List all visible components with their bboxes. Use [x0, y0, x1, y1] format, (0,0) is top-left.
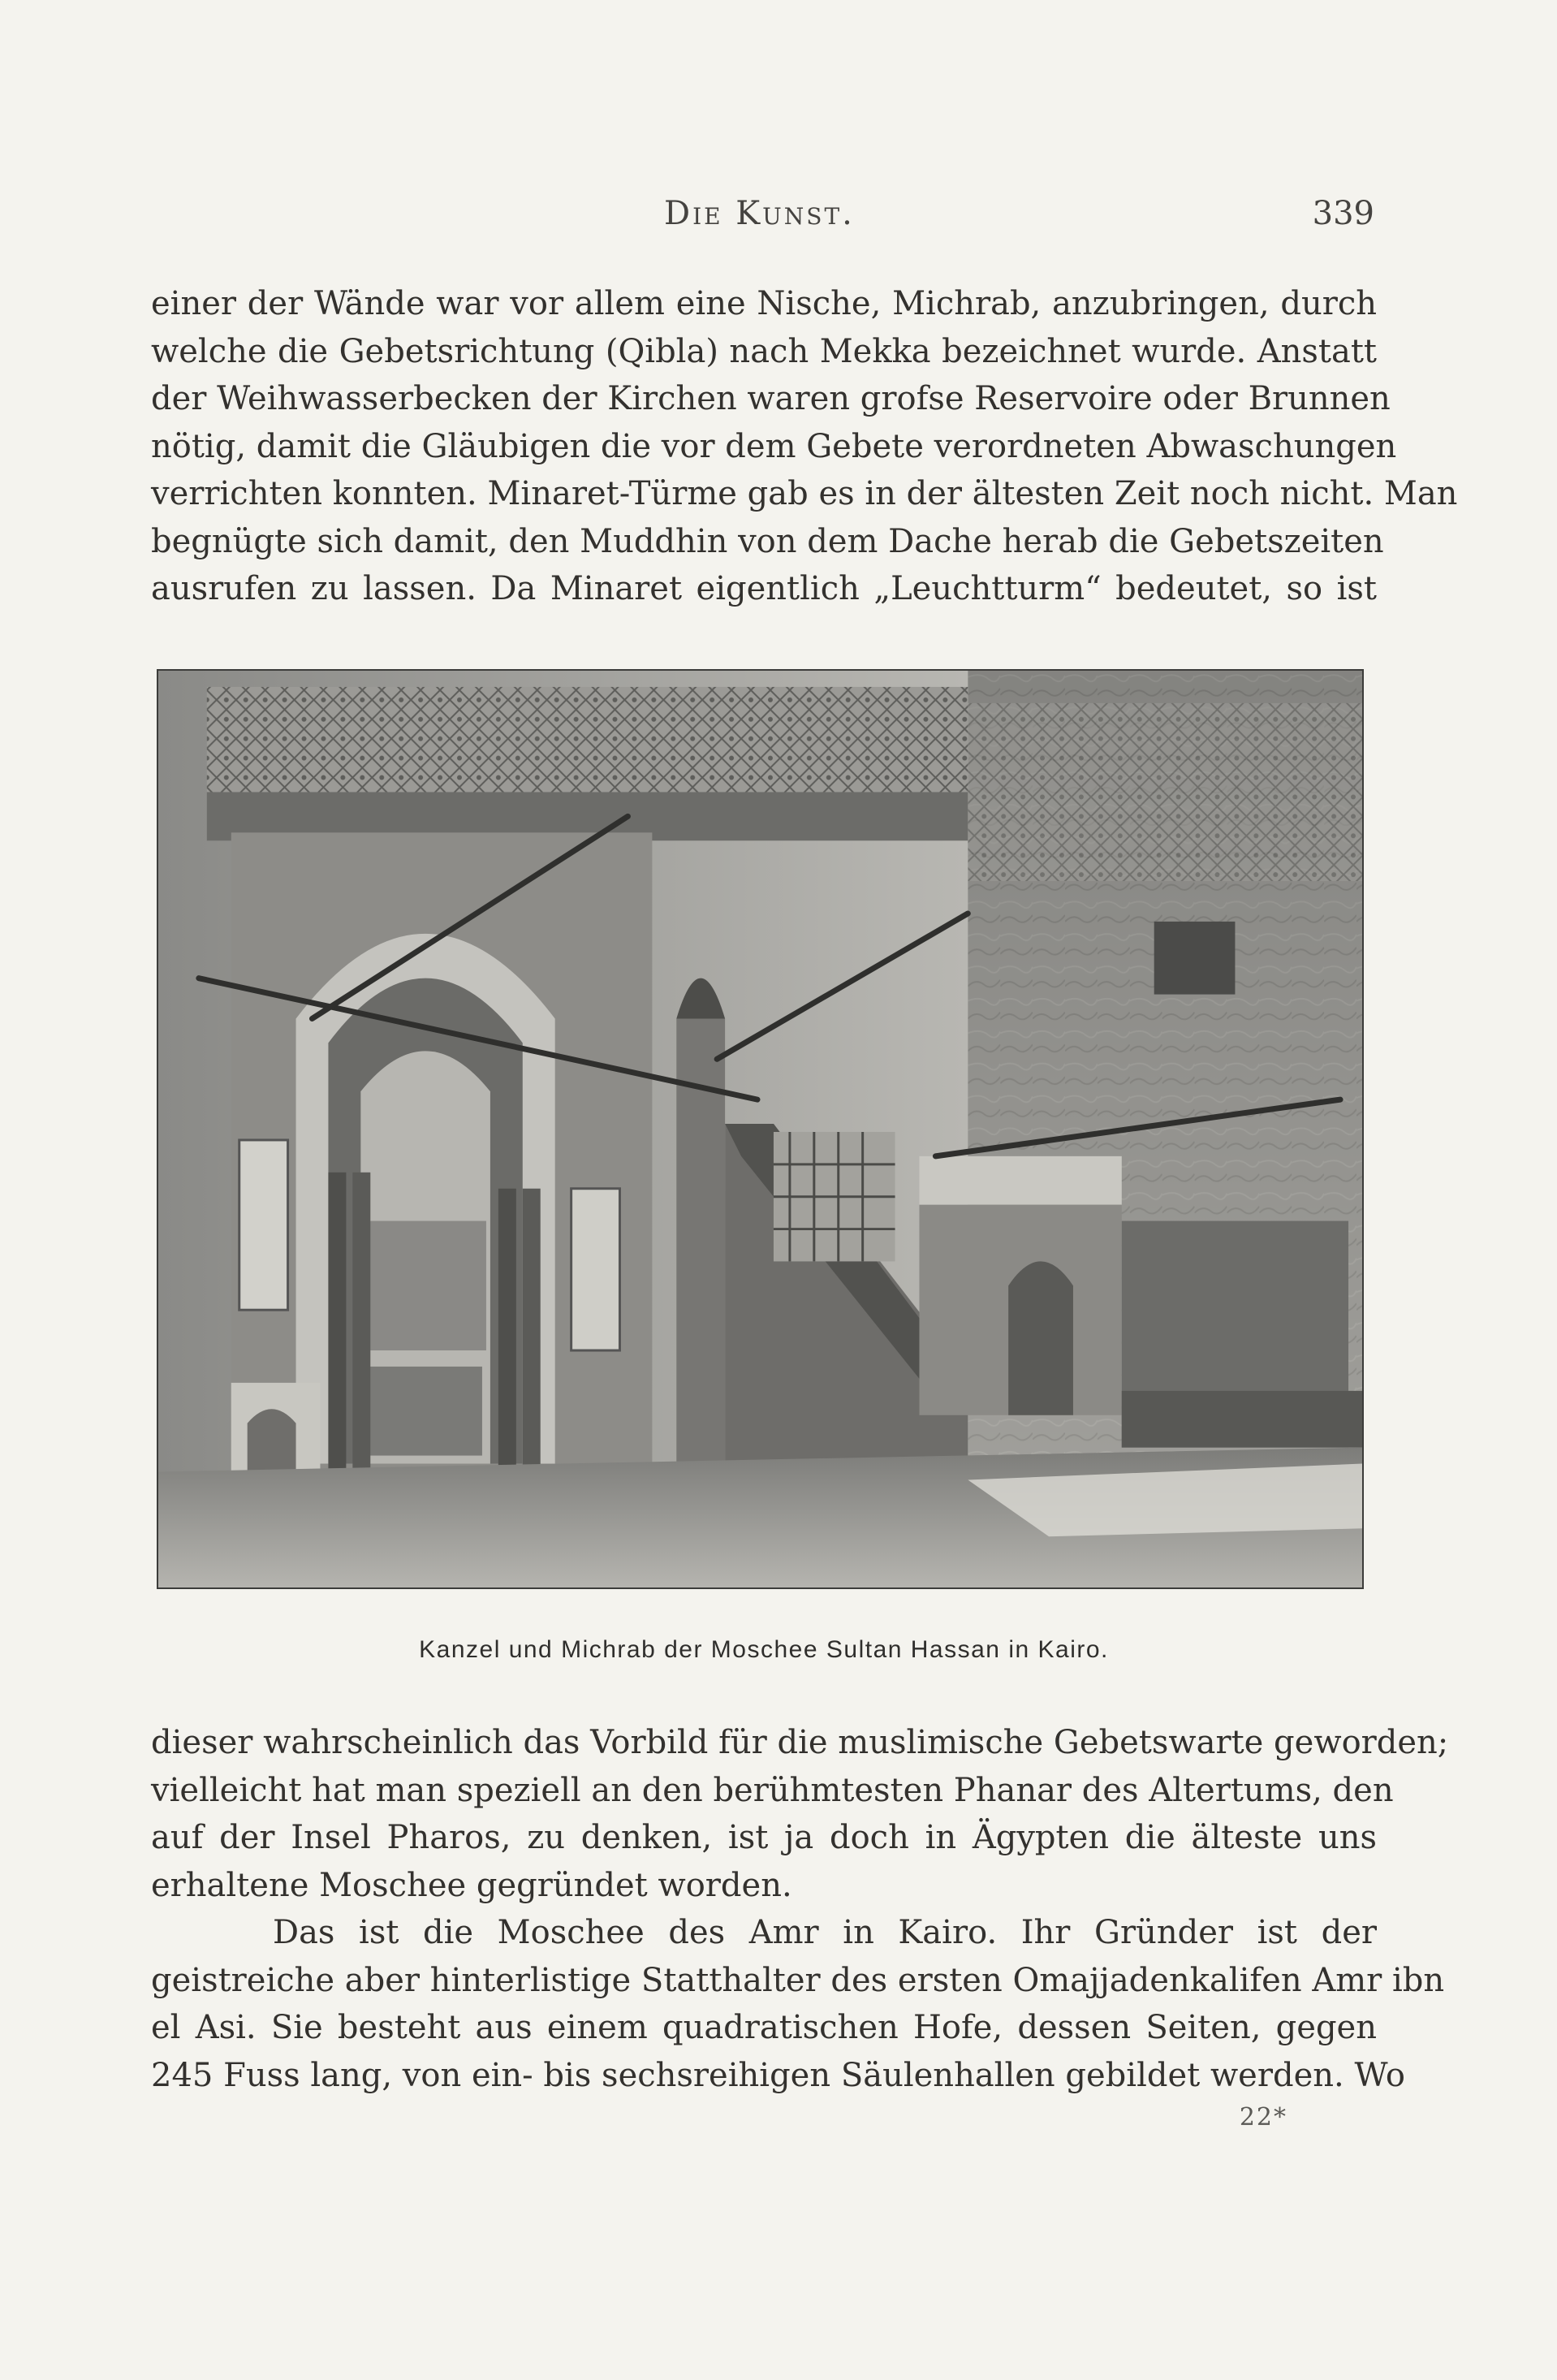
text-line: verrichten konnten. Minaret-Türme gab es in der ältesten Zeit noch nicht. Man [151, 475, 1458, 512]
paragraph-3 [151, 1909, 1445, 2099]
text-line: 245 Fuss lang, von ein- bis sechsreihigen Säulenhallen gebildet werden. Wo [151, 2056, 1405, 2094]
text-line: el Asi. Sie besteht aus einem quadratischen Hofe, dessen Seiten, gegen [151, 2009, 1377, 2046]
text-line: auf der Insel Pharos, zu denken, ist ja doch in Ägypten die älteste uns [151, 1819, 1377, 1856]
text-line: geistreiche aber hinterlistige Statthalter des ersten Omajjadenkalifen Amr ibn [151, 1961, 1445, 1999]
text-line: Das ist die Moschee des Amr in Kairo. Ihr Gründer ist der [273, 1914, 1377, 1951]
paragraph-2 [151, 1719, 1449, 1909]
paragraph-1 [151, 280, 1458, 613]
running-head [0, 195, 1557, 244]
text-line: erhaltene Moschee gegründet worden. [151, 1866, 792, 1904]
text-line: begnügte sich damit, den Muddhin von dem Dache herab die Gebetszeiten [151, 522, 1384, 560]
text-line: nötig, damit die Gläubigen die vor dem Gebete verordneten Abwaschungen [151, 427, 1397, 465]
signature-mark: 22* [1239, 2103, 1287, 2132]
running-title: Die Kunst. [664, 195, 855, 232]
text-line: welche die Gebetsrichtung (Qibla) nach Mekka bezeichnet wurde. Anstatt [151, 332, 1377, 370]
text-line: ausrufen zu lassen. Da Minaret eigentlich „Leuchtturm“ bedeutet, so ist [151, 570, 1377, 607]
text-line: der Weihwasserbecken der Kirchen waren grofse Reservoire oder Brunnen [151, 380, 1391, 417]
photograph-illustration [158, 671, 1362, 1587]
mosque-interior-photograph [157, 669, 1364, 1589]
text-line: dieser wahrscheinlich das Vorbild für die muslimische Gebetswarte geworden; [151, 1724, 1449, 1761]
page-number: 339 [1312, 195, 1374, 232]
text-line: einer der Wände war vor allem eine Nische, Michrab, anzubringen, durch [151, 285, 1377, 322]
figure-caption: Kanzel und Michrab der Moschee Sultan Hassan in Kairo. [419, 1636, 1109, 1663]
text-line: vielleicht hat man speziell an den berühmtesten Phanar des Altertums, den [151, 1771, 1394, 1809]
